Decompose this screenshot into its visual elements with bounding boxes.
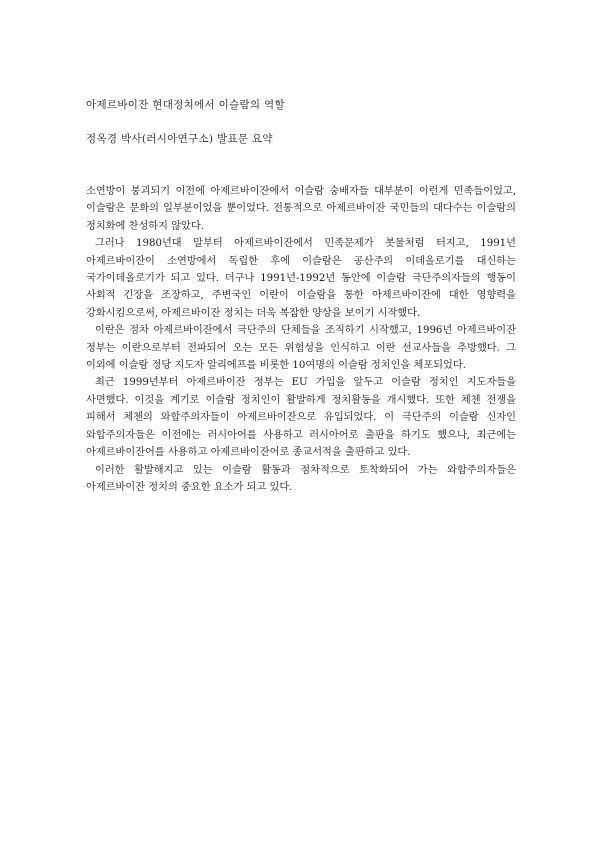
document-title: 아제르바이잔 현대정치에서 이슬람의 역할 bbox=[86, 99, 285, 111]
paragraph-2: 그러나 1980년대 말부터 아제르바이잔에서 민족문제가 봇물처럼 터지고, 1991년 아제르바이잔이 소연방에서 독립한 후에 이슬람은 공산주의 이데올로기를 대신하는 국가이데올로기가 되고 있다. 더구나 1991년-1992년 동안에 이슬람 극단주의자들의 행동이 사회적 긴장을 조장하고, 주변국인 이란이 이슬람을 통한 아제르바이잔에 대한 영향력을 강화시킴으로써, 아제르바이잔 정치는 더욱 복잡한 양상을 보이기 시작했다. bbox=[86, 238, 516, 319]
document-subtitle: 정옥경 박사(러시아연구소) 발표문 요약 bbox=[86, 133, 273, 145]
paragraph-3: 이란은 점차 아제르바이잔에서 극단주의 단체들을 조직하기 시작했고, 1996년 아제르바이잔 정부는 이란으로부터 전파되어 오는 모든 위험성을 인식하고 이란 선교사들을 추방했다. 그 이외에 이슬람 정당 지도자 알리에프를 비롯한 10여명의 이슬람 정치인을 체포되었다. bbox=[86, 325, 516, 372]
paragraph-4: 최근 1999년부터 아제르바이잔 정부는 EU 가입을 앞두고 이슬람 정치인 지도자들을 사면했다. 이것을 계기로 이슬람 정치인이 활발하게 정치활동을 개시했다. 또한 체첸 전쟁을 피해서 체첸의 와합주의자들이 아제르바이잔으로 유입되었다. 이 극단주의 이슬람 신자인 와합주의자들은 이전에는 러시아어를 사용하고 러시아어로 출판을 하기도 했으나, 최근에는 아제르바이잔어를 사용하고 아제르바이잔어로 종교서적을 출판하고 있다. bbox=[86, 377, 516, 459]
paragraph-5: 이러한 활발해지고 있는 이슬람 활동과 점차적으로 토착화되어 가는 와합주의자들은 아제르바이잔 정치의 중요한 요소가 되고 있다. bbox=[86, 464, 516, 493]
paragraph-1: 소연방이 붕괴되기 이전에 아제르바이잔에서 이슬람 숭배자들 대부분이 이런게 민족들이었고, 이슬람은 문화의 일부분이었을 뿐이었다. 전통적으로 아제르바이잔 국민들의 대다수는 이슬람의 정치화에 찬성하지 않았다. bbox=[86, 186, 516, 232]
document-body bbox=[86, 183, 516, 496]
